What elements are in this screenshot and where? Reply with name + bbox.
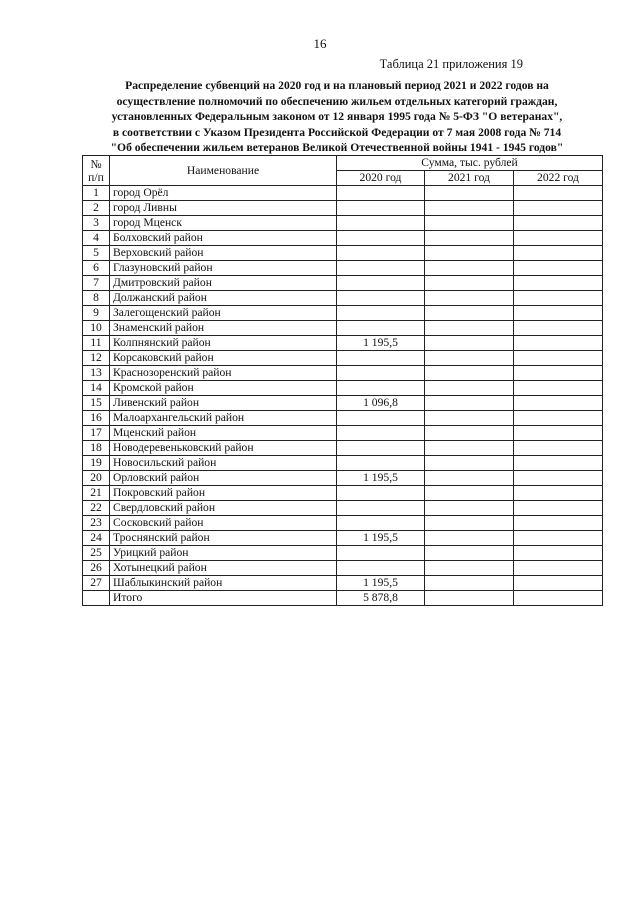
row-number: 19 (83, 456, 110, 471)
total-2021 (425, 591, 514, 606)
table-row (83, 336, 603, 351)
row-number: 26 (83, 561, 110, 576)
row-2022 (514, 486, 603, 501)
row-number: 12 (83, 351, 110, 366)
table-row (83, 291, 603, 306)
row-2021 (425, 456, 514, 471)
row-name: Верховский район (110, 246, 337, 261)
row-number: 11 (83, 336, 110, 351)
row-2022 (514, 321, 603, 336)
row-name: Колпнянский район (110, 336, 337, 351)
table-row (83, 246, 603, 261)
row-number: 16 (83, 411, 110, 426)
table-row (83, 366, 603, 381)
row-2022 (514, 366, 603, 381)
table-row (83, 456, 603, 471)
total-label: Итого (110, 591, 337, 606)
row-2021 (425, 576, 514, 591)
document-heading (72, 78, 602, 156)
row-2021 (425, 501, 514, 516)
row-number: 5 (83, 246, 110, 261)
row-2021 (425, 516, 514, 531)
row-number: 10 (83, 321, 110, 336)
heading-line: "Об обеспечении жильем ветеранов Великой Отечественной войны 1941 - 1945 годов" (110, 141, 564, 154)
row-2022 (514, 306, 603, 321)
row-2021 (425, 351, 514, 366)
row-number: 4 (83, 231, 110, 246)
row-name: Покровский район (110, 486, 337, 501)
row-number: 7 (83, 276, 110, 291)
row-2021 (425, 231, 514, 246)
row-2021 (425, 321, 514, 336)
row-name: Хотынецкий район (110, 561, 337, 576)
table-row (83, 276, 603, 291)
row-2022 (514, 516, 603, 531)
table-row (83, 576, 603, 591)
row-2021 (425, 546, 514, 561)
row-2022 (514, 426, 603, 441)
row-name: Урицкий район (110, 546, 337, 561)
row-name: Корсаковский район (110, 351, 337, 366)
row-number: 23 (83, 516, 110, 531)
row-2022 (514, 531, 603, 546)
row-2020 (337, 306, 425, 321)
row-2021 (425, 366, 514, 381)
row-number: 24 (83, 531, 110, 546)
table-row (83, 231, 603, 246)
row-2021 (425, 261, 514, 276)
table-row (83, 486, 603, 501)
row-2021 (425, 186, 514, 201)
header-num: № п/п (83, 156, 110, 186)
row-2022 (514, 471, 603, 486)
row-name: Новодеревеньковский район (110, 441, 337, 456)
row-2020 (337, 561, 425, 576)
row-number: 3 (83, 216, 110, 231)
row-2020: 1 195,5 (337, 471, 425, 486)
row-2021 (425, 336, 514, 351)
row-2020 (337, 501, 425, 516)
row-number: 27 (83, 576, 110, 591)
header-sum: Сумма, тыс. рублей (337, 156, 603, 171)
row-2020 (337, 351, 425, 366)
row-2021 (425, 531, 514, 546)
row-2022 (514, 186, 603, 201)
row-name: Кромской район (110, 381, 337, 396)
row-2022 (514, 276, 603, 291)
table-row (83, 381, 603, 396)
table-row (83, 396, 603, 411)
row-name: Залегощенский район (110, 306, 337, 321)
table-row (83, 201, 603, 216)
row-2020: 1 195,5 (337, 576, 425, 591)
row-name: Свердловский район (110, 501, 337, 516)
row-2022 (514, 336, 603, 351)
total-num-cell (83, 591, 110, 606)
row-2022 (514, 561, 603, 576)
row-2021 (425, 426, 514, 441)
row-2020 (337, 516, 425, 531)
row-2021 (425, 201, 514, 216)
table-row (83, 306, 603, 321)
row-number: 15 (83, 396, 110, 411)
row-name: Малоархангельский район (110, 411, 337, 426)
row-number: 14 (83, 381, 110, 396)
row-2020: 1 096,8 (337, 396, 425, 411)
row-2020 (337, 186, 425, 201)
row-2021 (425, 276, 514, 291)
table-row (83, 321, 603, 336)
row-number: 8 (83, 291, 110, 306)
row-name: город Орёл (110, 186, 337, 201)
table-row (83, 501, 603, 516)
row-number: 21 (83, 486, 110, 501)
table-reference: Таблица 21 приложения 19 (379, 57, 523, 71)
row-2021 (425, 306, 514, 321)
row-2022 (514, 576, 603, 591)
table-row (83, 261, 603, 276)
row-2020 (337, 291, 425, 306)
row-name: город Мценск (110, 216, 337, 231)
table-row (83, 561, 603, 576)
row-number: 2 (83, 201, 110, 216)
row-2020 (337, 381, 425, 396)
row-2020 (337, 261, 425, 276)
row-2020 (337, 276, 425, 291)
table-row (83, 531, 603, 546)
row-2021 (425, 396, 514, 411)
table-row (83, 516, 603, 531)
row-2021 (425, 291, 514, 306)
row-2022 (514, 396, 603, 411)
row-2020 (337, 411, 425, 426)
row-2022 (514, 456, 603, 471)
header-2020: 2020 год (337, 171, 425, 186)
header-2022: 2022 год (514, 171, 603, 186)
row-2021 (425, 561, 514, 576)
subsidy-table (82, 155, 603, 606)
row-2020 (337, 246, 425, 261)
row-2021 (425, 486, 514, 501)
row-2022 (514, 501, 603, 516)
heading-line: в соответствии с Указом Президента Российской Федерации от 7 мая 2008 года № 714 (112, 125, 562, 139)
total-2020: 5 878,8 (337, 591, 425, 606)
row-2022 (514, 291, 603, 306)
row-2022 (514, 546, 603, 561)
row-2020 (337, 216, 425, 231)
row-name: Шаблыкинский район (110, 576, 337, 591)
total-2022 (514, 591, 603, 606)
table-row (83, 411, 603, 426)
row-name: Мценский район (110, 426, 337, 441)
row-name: Знаменский район (110, 321, 337, 336)
row-number: 1 (83, 186, 110, 201)
row-2022 (514, 441, 603, 456)
row-2020 (337, 366, 425, 381)
row-2020: 1 195,5 (337, 336, 425, 351)
row-name: город Ливны (110, 201, 337, 216)
row-number: 18 (83, 441, 110, 456)
table-row (83, 426, 603, 441)
row-2022 (514, 216, 603, 231)
row-2021 (425, 381, 514, 396)
header-name: Наименование (110, 156, 337, 186)
row-2020: 1 195,5 (337, 531, 425, 546)
row-2020 (337, 456, 425, 471)
heading-line: осуществление полномочий по обеспечению жильем отдельных категорий граждан, (116, 94, 558, 108)
table-row (83, 441, 603, 456)
row-number: 17 (83, 426, 110, 441)
row-name: Орловский район (110, 471, 337, 486)
total-row (83, 591, 603, 606)
row-name: Должанский район (110, 291, 337, 306)
row-2021 (425, 216, 514, 231)
row-name: Сосковский район (110, 516, 337, 531)
table-body (83, 186, 603, 591)
row-name: Новосильский район (110, 456, 337, 471)
row-number: 25 (83, 546, 110, 561)
heading-line: Распределение субвенций на 2020 год и на плановый период 2021 и 2022 годов на (125, 79, 549, 92)
row-2021 (425, 441, 514, 456)
table-row (83, 546, 603, 561)
row-number: 13 (83, 366, 110, 381)
table-row (83, 216, 603, 231)
row-2021 (425, 411, 514, 426)
row-2020 (337, 546, 425, 561)
row-name: Дмитровский район (110, 276, 337, 291)
table-row (83, 186, 603, 201)
row-2022 (514, 381, 603, 396)
row-2020 (337, 441, 425, 456)
row-name: Глазуновский район (110, 261, 337, 276)
row-2022 (514, 411, 603, 426)
row-2022 (514, 351, 603, 366)
row-2022 (514, 261, 603, 276)
heading-line: установленных Федеральным законом от 12 января 1995 года № 5-ФЗ "О ветеранах", (111, 110, 563, 123)
row-2020 (337, 231, 425, 246)
page-number: 16 (313, 36, 327, 51)
row-2021 (425, 471, 514, 486)
row-2022 (514, 231, 603, 246)
row-2021 (425, 246, 514, 261)
row-2020 (337, 486, 425, 501)
row-number: 6 (83, 261, 110, 276)
row-number: 22 (83, 501, 110, 516)
table-row (83, 471, 603, 486)
header-2021: 2021 год (425, 171, 514, 186)
table-row (83, 351, 603, 366)
row-name: Троснянский район (110, 531, 337, 546)
row-name: Ливенский район (110, 396, 337, 411)
row-number: 9 (83, 306, 110, 321)
row-2022 (514, 246, 603, 261)
row-name: Болховский район (110, 231, 337, 246)
row-2020 (337, 321, 425, 336)
row-2020 (337, 201, 425, 216)
row-number: 20 (83, 471, 110, 486)
row-2022 (514, 201, 603, 216)
row-2020 (337, 426, 425, 441)
row-name: Краснозоренский район (110, 366, 337, 381)
